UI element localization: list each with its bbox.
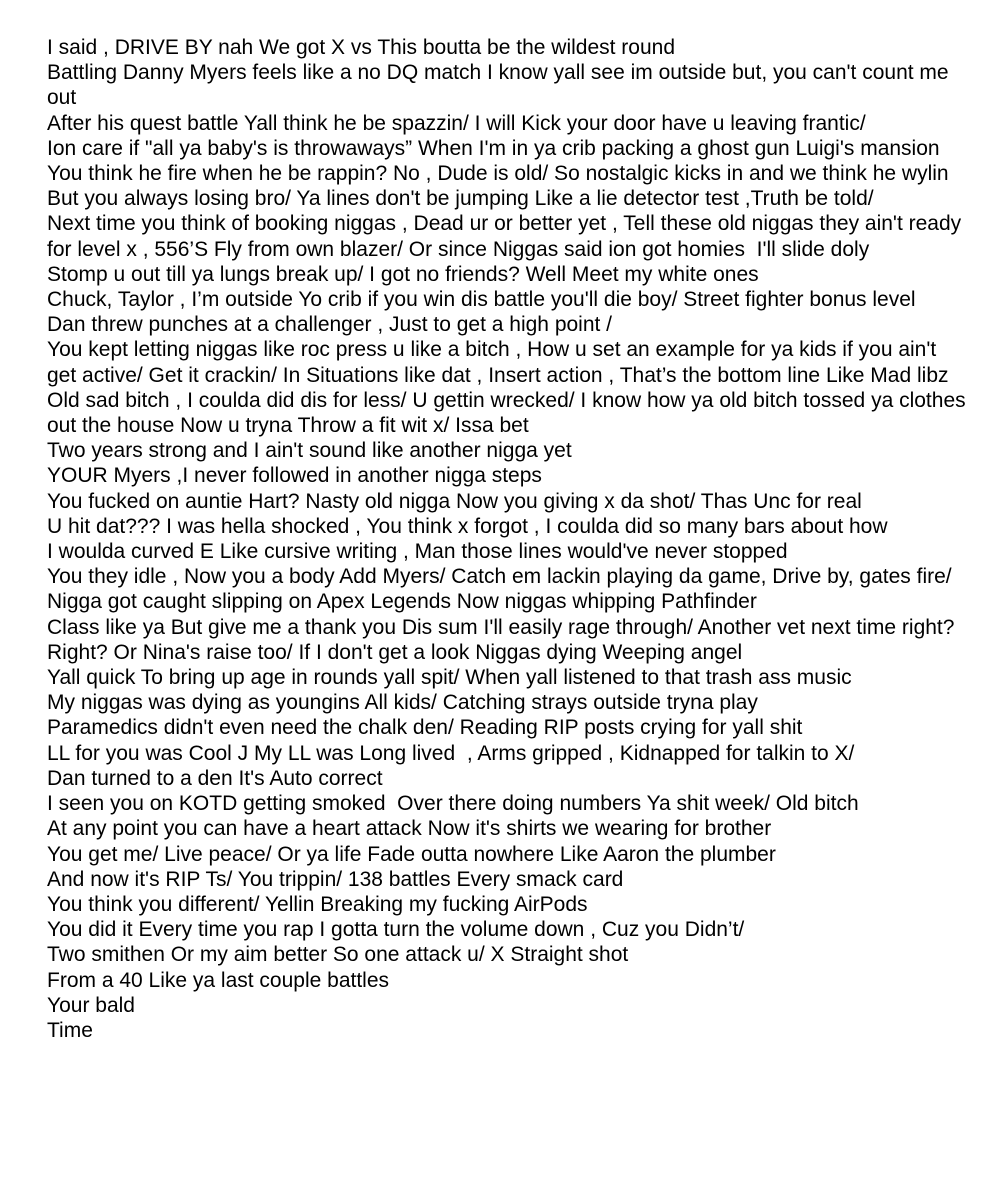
text-line: Next time you think of booking niggas , Dead ur or better yet , Tell these old niggas they ain't ready for level x , 556’S Fly from own blazer/ Or since Niggas said ion got homies I'll slide doly [47, 212, 967, 261]
text-line: Yall quick To bring up age in rounds yall spit/ When yall listened to that trash ass music [47, 666, 852, 690]
text-line: Ion care if "all ya baby's is throwaways” When I'm in ya crib packing a ghost gun Luigi's mansion [47, 136, 940, 160]
text-line: You get me/ Live peace/ Or ya life Fade outta nowhere Like Aaron the plumber [47, 842, 776, 866]
text-line: YOUR Myers ,I never followed in another nigga steps [47, 464, 542, 488]
lyrics-document [47, 35, 972, 1043]
text-line: LL for you was Cool J My LL was Long lived , Arms gripped , Kidnapped for talkin to X/ [47, 741, 855, 765]
text-line: I woulda curved E Like cursive writing , Man those lines would've never stopped [47, 540, 788, 564]
text-line: You think he fire when he be rappin? No , Dude is old/ So nostalgic kicks in and we think he wylin [47, 162, 949, 186]
text-line: From a 40 Like ya last couple battles [47, 968, 390, 992]
text-line: My niggas was dying as youngins All kids/ Catching strays outside tryna play [47, 691, 758, 715]
text-line: And now it's RIP Ts/ You trippin/ 138 battles Every smack card [47, 867, 624, 891]
text-line: Dan turned to a den It's Auto correct [47, 766, 383, 790]
text-line: You kept letting niggas like roc press u like a bitch , How u set an example for ya kids if you ain't get active/ Get it crackin/ In Situations like dat , Insert action , That’s the bottom line Like Mad libz [47, 338, 949, 387]
text-line: At any point you can have a heart attack Now it's shirts we wearing for brother [47, 817, 772, 841]
text-line: Your bald [47, 993, 135, 1017]
text-line: Stomp u out till ya lungs break up/ I got no friends? Well Meet my white ones [47, 262, 759, 286]
text-line: Class like ya But give me a thank you Dis sum I'll easily rage through/ Another vet next time right? Right? Or Nina's raise too/ If I don't get a look Niggas dying Weeping angel [47, 615, 961, 664]
text-line: Time [47, 1018, 93, 1042]
text-line: I said , DRIVE BY nah We got X vs This boutta be the wildest round [47, 36, 676, 59]
text-line: You did it Every time you rap I gotta turn the volume down , Cuz you Didn’t/ [47, 918, 745, 942]
text-line: Battling Danny Myers feels like a no DQ match I know yall see im outside but, you can't count me out [47, 61, 955, 110]
text-line: You think you different/ Yellin Breaking my fucking AirPods [47, 892, 588, 916]
text-line: Two smithen Or my aim better So one attack u/ X Straight shot [47, 943, 629, 967]
text-line: Chuck, Taylor , I’m outside Yo crib if you win dis battle you'll die boy/ Street fighter bonus level [47, 288, 916, 312]
text-line: Paramedics didn't even need the chalk den/ Reading RIP posts crying for yall shit [47, 716, 803, 740]
text-line: After his quest battle Yall think he be spazzin/ I will Kick your door have u leaving frantic/ [47, 111, 866, 135]
text-line: But you always losing bro/ Ya lines don't be jumping Like a lie detector test ,Truth be told/ [47, 187, 874, 211]
text-line: Old sad bitch , I coulda did dis for less/ U gettin wrecked/ I know how ya old bitch tossed ya clothes out the house Now u tryna Throw a fit wit x/ Issa bet [47, 388, 972, 438]
text-line: I seen you on KOTD getting smoked Over there doing numbers Ya shit week/ Old bitch [47, 792, 859, 816]
text-line: U hit dat??? I was hella shocked , You think x forgot , I coulda did so many bars about how [47, 514, 888, 538]
text-line: You they idle , Now you a body Add Myers/ Catch em lackin playing da game, Drive by, gates fire/ Nigga got caught slipping on Apex Legends Now niggas whipping Pathfinder [47, 565, 958, 614]
text-line: Dan threw punches at a challenger , Just to get a high point / [47, 313, 613, 337]
text-line: Two years strong and I ain't sound like another nigga yet [47, 439, 572, 463]
text-line: You fucked on auntie Hart? Nasty old nigga Now you giving x da shot/ Thas Unc for real [47, 489, 862, 513]
